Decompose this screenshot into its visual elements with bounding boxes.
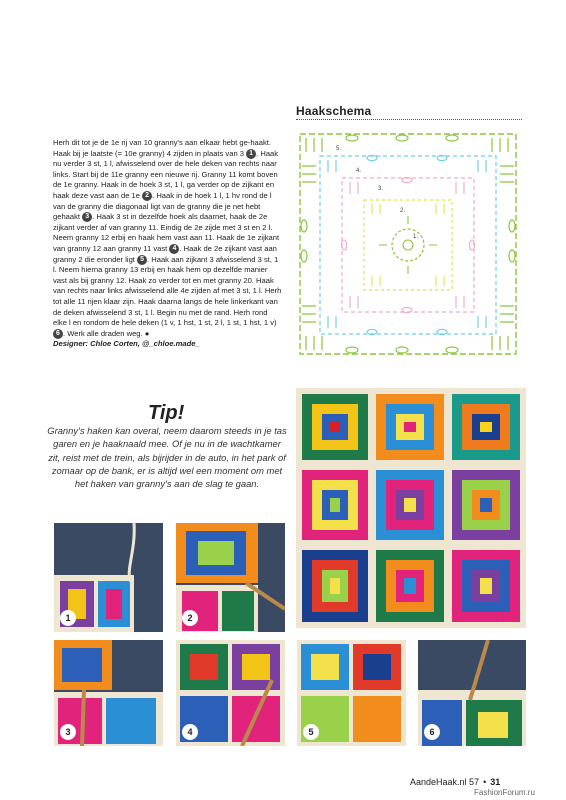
instructions-text xyxy=(53,138,283,350)
divider xyxy=(296,119,522,121)
round-label-1: 1. xyxy=(413,234,419,240)
round-label-5: 5. xyxy=(336,146,342,152)
step-number-badge: 6 xyxy=(53,329,63,339)
instructions-segment: . Haak aan zijkant 3 afwisselend 3 st, 1 l. Neem hierna granny 13 erbij en haak hem op dezelfde manier vast als bij granny 12. Haak zo verder tot en met granny 20. Haak van rechts naar links afwisselend alle 4e zijden af met 3 st, 1 l. Herh tot alle 11 rijen klaar zijn. Haak daarna langs de hele linkerkant van de deken afwisselend 3 st, 1 l. Begin nu met de rand. Herh rond elke l en rondom de hele deken (1 v, 1 hst, 1 st, 2 l, 1 st, 1 hst, 1 v) xyxy=(53,254,282,328)
step-photo-number: 2 xyxy=(182,610,198,626)
page-number: 31 xyxy=(490,777,501,787)
step-photo-4 xyxy=(176,640,285,746)
blanket-photo xyxy=(296,388,526,628)
step-photo-5 xyxy=(297,640,406,746)
instructions-segment: . Werk alle draden weg. ● xyxy=(63,328,150,338)
step-number-badge: 4 xyxy=(169,244,179,254)
step-photo-1 xyxy=(54,523,163,632)
page-footer: AandeHaak.nl 57 • 31 xyxy=(410,777,501,787)
watermark: FashionForum.ru xyxy=(474,788,535,797)
tip-title: Tip! xyxy=(148,402,185,424)
tip-text: Granny's haken kan overal, neem daarom steeds in je tas garen en je haaknaald mee. Of je nu in de wachtkamer zit, reist met de trein, als bijrijder in de auto, in het park of zomaar op de bank, er is altijd wel een moment om met het haken van granny's aan de slag te gaan. xyxy=(47,425,287,490)
step-photo-6 xyxy=(418,640,526,746)
step-number-badge: 1 xyxy=(246,149,256,159)
step-photo-number: 6 xyxy=(424,724,440,740)
step-photo-number: 4 xyxy=(182,724,198,740)
designer-credit: Designer: Chloe Corten, @_chloe.made_ xyxy=(53,339,200,349)
step-photo-2 xyxy=(176,523,285,632)
step-photo-number: 3 xyxy=(60,724,76,740)
round-label-2: 2. xyxy=(400,208,406,214)
round-label-3: 3. xyxy=(378,186,384,192)
round-label-4: 4. xyxy=(356,168,362,174)
step-number-badge: 5 xyxy=(137,255,147,265)
step-photo-number: 1 xyxy=(60,610,76,626)
instructions-segment: . Haak in de hoek 1 l, 1 hv rond de l van de granny die diagonaal ligt van de granny die je net hebt gehaakt xyxy=(53,190,272,222)
instructions-segment: Herh dit tot je de 1e rij van 10 granny's aan elkaar hebt ge-haakt. Haak bij je laatste (= 10e granny) 4 zijden in plaats van 3 xyxy=(53,138,272,158)
step-photo-number: 5 xyxy=(303,724,319,740)
step-number-badge: 3 xyxy=(82,212,92,222)
schema-title: Haakschema xyxy=(296,104,372,118)
step-number-badge: 2 xyxy=(142,191,152,201)
crochet-diagram xyxy=(292,126,524,362)
instructions-segment: . Haak 3 st in dezelfde hoek als daarnet, haak de 2e zijkant verder af van granny 11. Eindig de 2e zijde met 3 st en 2 l. Neem granny 12 erbij en haak hem vast aan 11. Haak de 1e zijkant van granny 12 aan granny 11 vast xyxy=(53,212,280,253)
instructions-segment: . Haak de 2e zijkant vast aan granny 2 die eronder ligt xyxy=(53,243,277,264)
footer-site: AandeHaak.nl 57 xyxy=(410,777,480,787)
instructions-segment: . Haak nu verder 3 st, 1 l, afwisselend over de hele deken van rechts naar links. Start bij de 11e granny een nieuwe rij. Granny 11 komt boven de 1e granny. Haak in de hoek 3 st, 1 l, ga verder op de zijkant en haak deze vast aan de 1e xyxy=(53,148,279,200)
step-photo-3 xyxy=(54,640,163,746)
